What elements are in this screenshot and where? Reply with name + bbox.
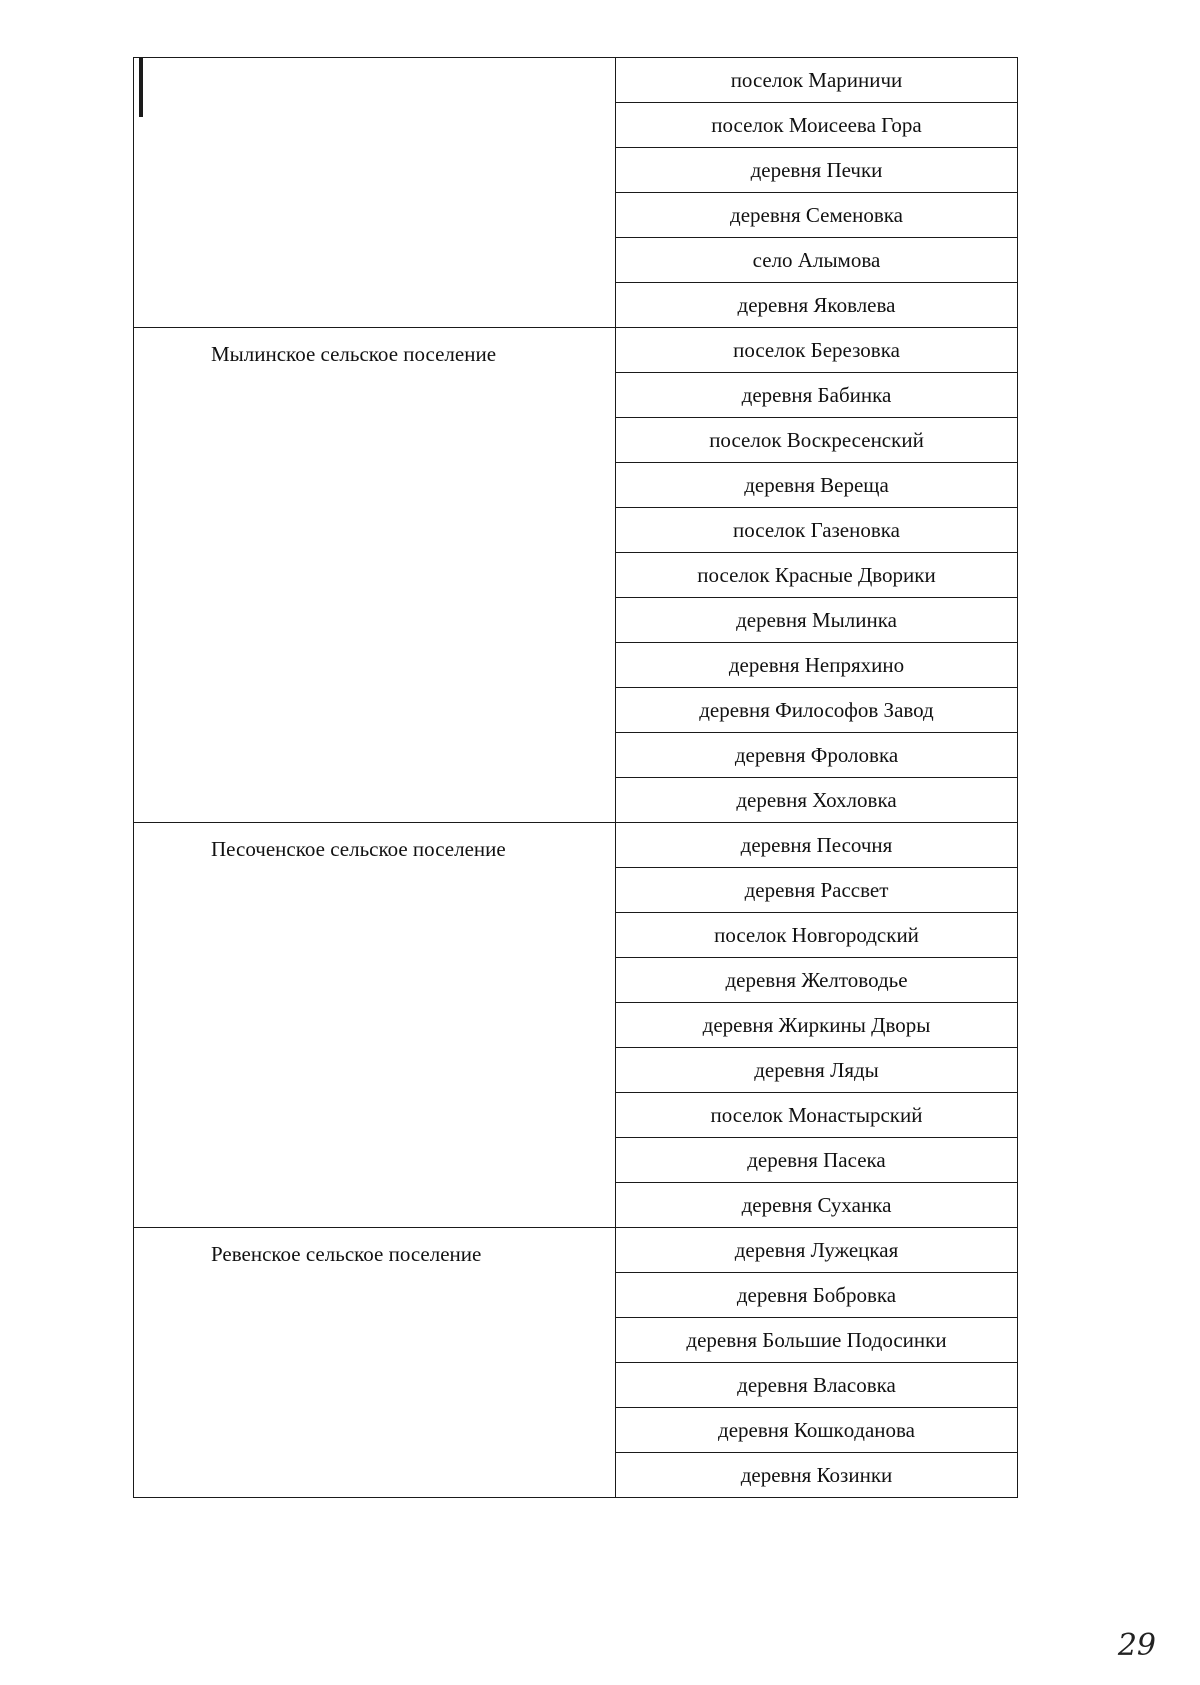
settlement-name: деревня Хохловка [616,778,1018,823]
settlement-name: деревня Непряхино [616,643,1018,688]
settlement-name: село Алымова [616,238,1018,283]
settlement-name: поселок Моисеева Гора [616,103,1018,148]
district-name: Песоченское сельское поселение [211,837,506,861]
settlement-name: деревня Фроловка [616,733,1018,778]
settlement-name: деревня Лужецкая [616,1228,1018,1273]
settlement-name: деревня Печки [616,148,1018,193]
settlement-name: поселок Березовка [616,328,1018,373]
district-name: Мылинское сельское поселение [211,342,497,366]
table-row [134,328,1018,373]
settlement-name: поселок Газеновка [616,508,1018,553]
settlement-name: деревня Семеновка [616,193,1018,238]
settlement-name: деревня Бабинка [616,373,1018,418]
settlement-name: деревня Жиркины Дворы [616,1003,1018,1048]
settlements-table [133,57,1018,1498]
settlement-name: поселок Красные Дворики [616,553,1018,598]
settlement-name: деревня Философов Завод [616,688,1018,733]
settlement-name: поселок Воскресенский [616,418,1018,463]
settlement-name: поселок Монастырский [616,1093,1018,1138]
settlement-name: деревня Яковлева [616,283,1018,328]
settlement-name: поселок Новгородский [616,913,1018,958]
page-number: 29 [1117,1628,1156,1663]
settlement-name: деревня Козинки [616,1453,1018,1498]
settlement-name: деревня Песочня [616,823,1018,868]
table-row [134,823,1018,868]
settlement-name: деревня Власовка [616,1363,1018,1408]
table-row [134,1228,1018,1273]
district-cell [134,1228,616,1498]
district-cell [134,823,616,1228]
settlement-name: деревня Бобровка [616,1273,1018,1318]
settlement-name: деревня Верещa [616,463,1018,508]
settlement-name: деревня Большие Подосинки [616,1318,1018,1363]
settlement-name: деревня Рассвет [616,868,1018,913]
settlement-name: деревня Пасека [616,1138,1018,1183]
table-row [134,58,1018,103]
settlement-name: поселок Мариничи [616,58,1018,103]
settlement-name: деревня Мылинка [616,598,1018,643]
settlement-name: деревня Кошкoданова [616,1408,1018,1453]
district-cell [134,58,616,328]
settlement-name: деревня Суханка [616,1183,1018,1228]
district-cell [134,328,616,823]
settlement-name: деревня Желтоводье [616,958,1018,1003]
settlement-name: деревня Ляды [616,1048,1018,1093]
district-name: Ревенское сельское поселение [211,1242,482,1266]
settlements-table-body [134,58,1018,1498]
